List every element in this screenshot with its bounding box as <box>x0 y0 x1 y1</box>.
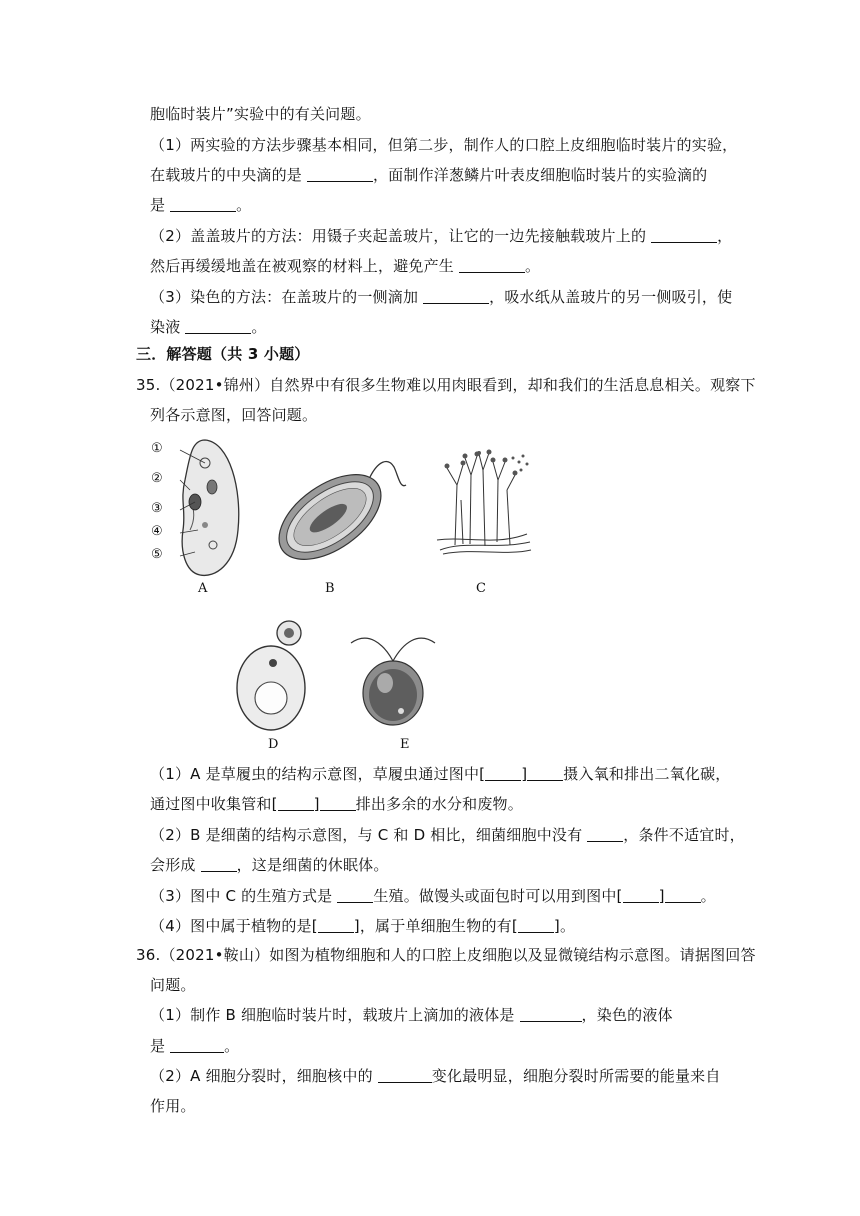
label-A: A <box>198 581 208 596</box>
label-D: D <box>268 737 279 752</box>
q34-part1-line3: 是 。 <box>150 196 252 214</box>
q34-intro-tail: 胞临时装片”实验中的有关问题。 <box>150 105 371 123</box>
q35-part4: （4）图中属于植物的是[ ]，属于单细胞生物的有[ ]。 <box>150 917 576 935</box>
answer-blank[interactable] <box>518 917 554 933</box>
label-E: E <box>400 737 410 752</box>
q34-part3-line1: （3）染色的方法：在盖玻片的一侧滴加 ，吸水纸从盖玻片的另一侧吸引，使 <box>150 288 733 306</box>
q35-stem-line1: 35.（2021•锦州）自然界中有很多生物难以用肉眼看到，却和我们的生活息息相关。观察下 <box>136 376 756 394</box>
callout-1: ① <box>151 441 163 456</box>
answer-blank[interactable] <box>320 795 356 811</box>
answer-blank[interactable] <box>185 318 251 334</box>
q36-part1-line2: 是 。 <box>150 1037 240 1055</box>
answer-blank[interactable] <box>307 166 373 182</box>
answer-blank[interactable] <box>378 1067 432 1083</box>
label-C: C <box>476 581 486 596</box>
q35-part1-line1: （1）A 是草履虫的结构示意图，草履虫通过图中[ ] 摄入氧和排出二氧化碳， <box>150 765 731 783</box>
label-B: B <box>325 581 335 596</box>
q35-part2-line2: 会形成 ，这是细菌的休眠体。 <box>150 856 389 874</box>
callout-2: ② <box>151 471 163 486</box>
answer-blank[interactable] <box>278 795 314 811</box>
answer-blank[interactable] <box>423 288 489 304</box>
callout-4: ④ <box>151 524 163 539</box>
answer-blank[interactable] <box>170 1037 224 1053</box>
q34-part1-line1: （1）两实验的方法步骤基本相同，但第二步，制作人的口腔上皮细胞临时装片的实验， <box>150 136 738 154</box>
yeast-illustration <box>233 618 323 733</box>
q34-part2-line1: （2）盖盖玻片的方法：用镊子夹起盖玻片，让它的一边先接触载玻片上的 ， <box>150 227 733 245</box>
answer-blank[interactable] <box>665 887 701 903</box>
bacterium-illustration <box>270 455 410 575</box>
paramecium-illustration <box>150 430 250 580</box>
answer-blank[interactable] <box>623 887 659 903</box>
q34-part2-line2: 然后再缓缓地盖在被观察的材料上，避免产生 。 <box>150 257 541 275</box>
q35-part1-line2: 通过图中收集管和[ ] 排出多余的水分和废物。 <box>150 795 523 813</box>
answer-blank[interactable] <box>318 917 354 933</box>
section-heading: 三．解答题（共 3 小题） <box>136 345 310 363</box>
q35-part2-line1: （2）B 是细菌的结构示意图，与 C 和 D 相比，细菌细胞中没有 ，条件不适宜时， <box>150 826 745 844</box>
answer-blank[interactable] <box>459 257 525 273</box>
q36-stem-line2: 问题。 <box>150 976 196 994</box>
mold-illustration <box>435 450 535 560</box>
q36-stem-line1: 36.（2021•鞍山）如图为植物细胞和人的口腔上皮细胞以及显微镜结构示意图。请据图回答 <box>136 946 756 964</box>
q36-part2-line1: （2）A 细胞分裂时，细胞核中的 变化最明显，细胞分裂时所需要的能量来自 <box>150 1067 721 1085</box>
answer-blank[interactable] <box>201 856 237 872</box>
chlamydomonas-illustration <box>343 623 443 728</box>
q35-stem-line2: 列各示意图，回答问题。 <box>150 406 318 424</box>
q34-part1-line2: 在载玻片的中央滴的是 ，面制作洋葱鳞片叶表皮细胞临时装片的实验滴的 <box>150 166 708 184</box>
q36-part1-line1: （1）制作 B 细胞临时装片时，载玻片上滴加的液体是 ，染色的液体 <box>150 1006 673 1024</box>
answer-blank[interactable] <box>170 196 236 212</box>
callout-5: ⑤ <box>151 547 163 562</box>
answer-blank[interactable] <box>485 765 521 781</box>
q36-part2-line2: 作用。 <box>150 1097 196 1115</box>
answer-blank[interactable] <box>520 1006 582 1022</box>
answer-blank[interactable] <box>527 765 563 781</box>
answer-blank[interactable] <box>651 227 717 243</box>
callout-3: ③ <box>151 501 163 516</box>
answer-blank[interactable] <box>587 826 623 842</box>
q35-part3: （3）图中 C 的生殖方式是 生殖。做馒头或面包时可以用到图中[ ] 。 <box>150 887 716 905</box>
q34-part3-line2: 染液 。 <box>150 318 267 336</box>
answer-blank[interactable] <box>337 887 373 903</box>
